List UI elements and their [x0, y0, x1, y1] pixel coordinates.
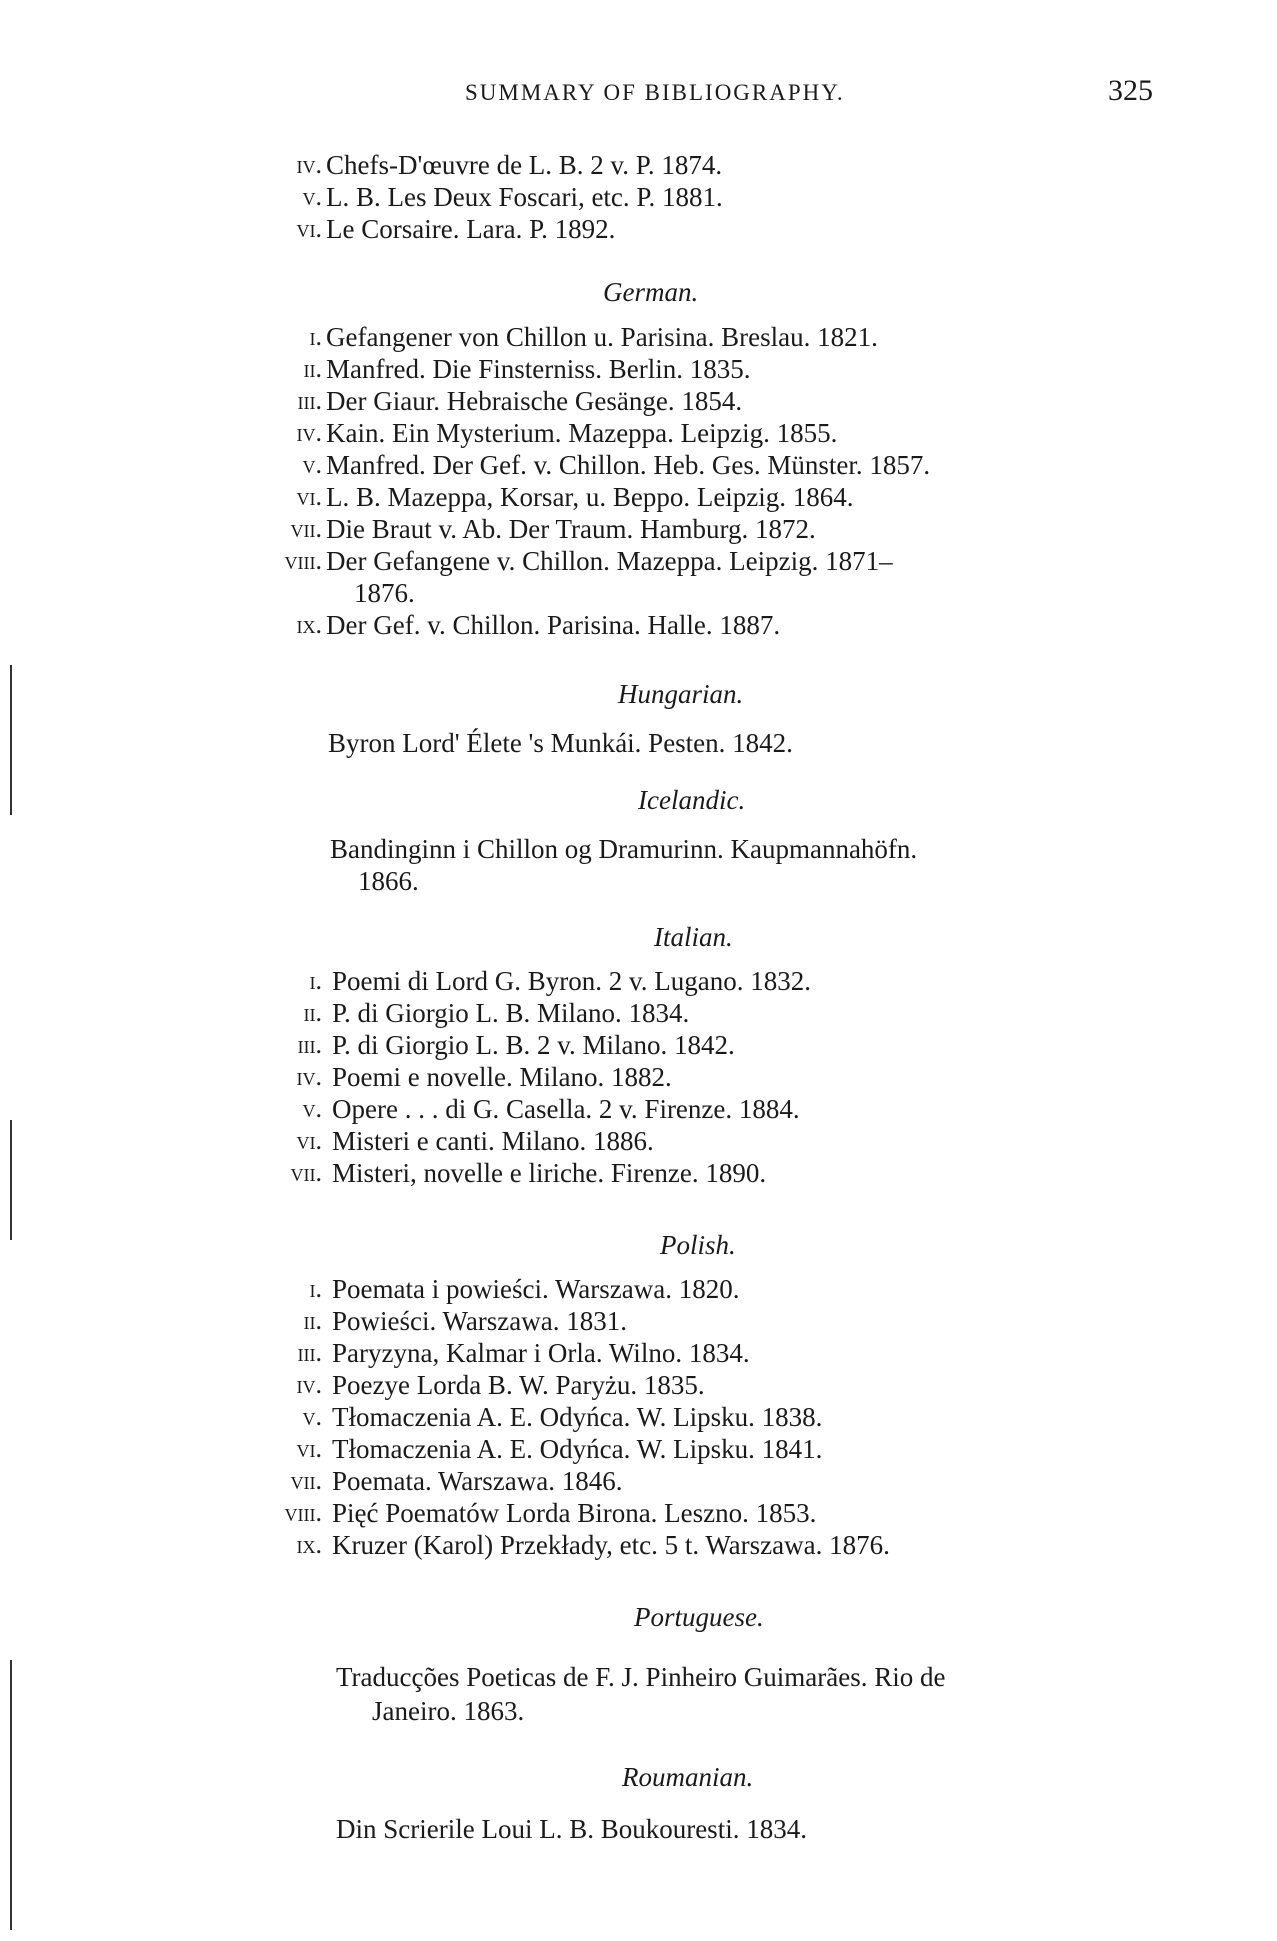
section-heading-icelandic: Icelandic.: [638, 785, 746, 815]
entry-numeral: iv.: [296, 150, 322, 179]
entry-citation: Der Giaur. Hebraische Gesänge. 1854.: [326, 386, 743, 416]
entry-numeral: i.: [309, 322, 322, 351]
section-heading-german: German.: [603, 277, 699, 307]
entry-citation: Misteri, novelle e liriche. Firenze. 1890.: [332, 1158, 767, 1188]
entry-numeral: i.: [309, 1274, 322, 1303]
entry-numeral: ix.: [296, 610, 322, 639]
entry-numeral: v.: [302, 1094, 322, 1123]
entry-citation: Gefangener von Chillon u. Parisina. Breslau. 1821.: [326, 322, 878, 352]
entry-continuation: 1876.: [354, 578, 415, 608]
entry-numeral: v.: [302, 450, 322, 479]
hungarian-entry: Byron Lord' Élete 's Munkái. Pesten. 1842.: [328, 728, 793, 758]
entry-citation: Misteri e canti. Milano. 1886.: [332, 1126, 654, 1156]
entry-citation: L. B. Les Deux Foscari, etc. P. 1881.: [326, 182, 723, 212]
entry-citation: Poemi di Lord G. Byron. 2 v. Lugano. 1832.: [332, 966, 811, 996]
page-number: 325: [1108, 74, 1153, 107]
entry-numeral: viii.: [284, 546, 322, 575]
entry-citation: Poemata. Warszawa. 1846.: [332, 1466, 623, 1496]
entry-citation: P. di Giorgio L. B. Milano. 1834.: [332, 998, 690, 1028]
running-title: SUMMARY OF BIBLIOGRAPHY.: [465, 80, 845, 105]
entry-citation: Manfred. Der Gef. v. Chillon. Heb. Ges. Münster. 1857.: [326, 450, 931, 480]
margin-rule: [10, 665, 12, 815]
margin-rule: [10, 1660, 12, 1930]
entry-numeral: iii.: [297, 386, 322, 415]
entry-numeral: iii.: [297, 1030, 322, 1059]
entry-numeral: vii.: [290, 1466, 322, 1495]
entry-citation: Chefs-D'œuvre de L. B. 2 v. P. 1874.: [326, 150, 723, 180]
entry-citation: Die Braut v. Ab. Der Traum. Hamburg. 1872.: [326, 514, 816, 544]
entry-numeral: vi.: [296, 1126, 322, 1155]
entry-numeral: viii.: [284, 1498, 322, 1527]
entry-citation: Kruzer (Karol) Przekłady, etc. 5 t. Warszawa. 1876.: [332, 1530, 890, 1560]
entry-continuation: 1866.: [358, 866, 419, 896]
entry-citation: Pięć Poematów Lorda Birona. Leszno. 1853.: [332, 1498, 817, 1528]
entry-citation: Le Corsaire. Lara. P. 1892.: [326, 214, 616, 244]
entry-numeral: vi.: [296, 1434, 322, 1463]
entry-citation: Der Gef. v. Chillon. Parisina. Halle. 1887.: [326, 610, 781, 640]
section-heading-hungarian: Hungarian.: [618, 679, 744, 709]
entry-numeral: iii.: [297, 1338, 322, 1367]
entry-citation: Manfred. Die Finsterniss. Berlin. 1835.: [326, 354, 751, 384]
entry-numeral: v.: [302, 1402, 322, 1431]
entry-numeral: vi.: [296, 214, 322, 243]
entry-numeral: ii.: [303, 998, 322, 1027]
roumanian-entry: Din Scrierile Loui L. B. Boukouresti. 1834.: [336, 1814, 807, 1844]
entry-citation: Opere . . . di G. Casella. 2 v. Firenze. 1884.: [332, 1094, 800, 1124]
section-heading-roumanian: Roumanian.: [622, 1762, 754, 1792]
entry-citation: Poezye Lorda B. W. Paryżu. 1835.: [332, 1370, 705, 1400]
entry-numeral: iv.: [296, 1062, 322, 1091]
entry-numeral: v.: [302, 182, 322, 211]
entry-numeral: ii.: [303, 354, 322, 383]
entry-numeral: i.: [309, 966, 322, 995]
section-heading-portuguese: Portuguese.: [634, 1602, 764, 1632]
entry-citation: Paryzyna, Kalmar i Orla. Wilno. 1834.: [332, 1338, 750, 1368]
entry-numeral: ix.: [296, 1530, 322, 1559]
entry-numeral: ii.: [303, 1306, 322, 1335]
entry-citation: Der Gefangene v. Chillon. Mazeppa. Leipzig. 1871–: [326, 546, 893, 576]
entry-citation: P. di Giorgio L. B. 2 v. Milano. 1842.: [332, 1030, 735, 1060]
icelandic-entry: Bandinginn i Chillon og Dramurinn. Kaupmannahöfn.: [330, 834, 918, 864]
entry-citation: Poemi e novelle. Milano. 1882.: [332, 1062, 672, 1092]
section-heading-polish: Polish.: [660, 1230, 736, 1260]
section-heading-italian: Italian.: [654, 922, 733, 952]
portuguese-entry: Traducções Poeticas de F. J. Pinheiro Guimarães. Rio de: [336, 1662, 946, 1692]
entry-numeral: vii.: [290, 514, 322, 543]
entry-numeral: iv.: [296, 418, 322, 447]
entry-continuation: Janeiro. 1863.: [372, 1696, 525, 1726]
entry-numeral: iv.: [296, 1370, 322, 1399]
entry-numeral: vii.: [290, 1158, 322, 1187]
entry-citation: Tłomaczenia A. E. Odyńca. W. Lipsku. 1841.: [332, 1434, 823, 1464]
entry-citation: Poemata i powieści. Warszawa. 1820.: [332, 1274, 740, 1304]
entry-citation: Kain. Ein Mysterium. Mazeppa. Leipzig. 1855.: [326, 418, 838, 448]
entry-citation: Tłomaczenia A. E. Odyńca. W. Lipsku. 1838.: [332, 1402, 823, 1432]
entry-citation: Powieści. Warszawa. 1831.: [332, 1306, 628, 1336]
entry-citation: L. B. Mazeppa, Korsar, u. Beppo. Leipzig. 1864.: [326, 482, 854, 512]
entry-numeral: vi.: [296, 482, 322, 511]
